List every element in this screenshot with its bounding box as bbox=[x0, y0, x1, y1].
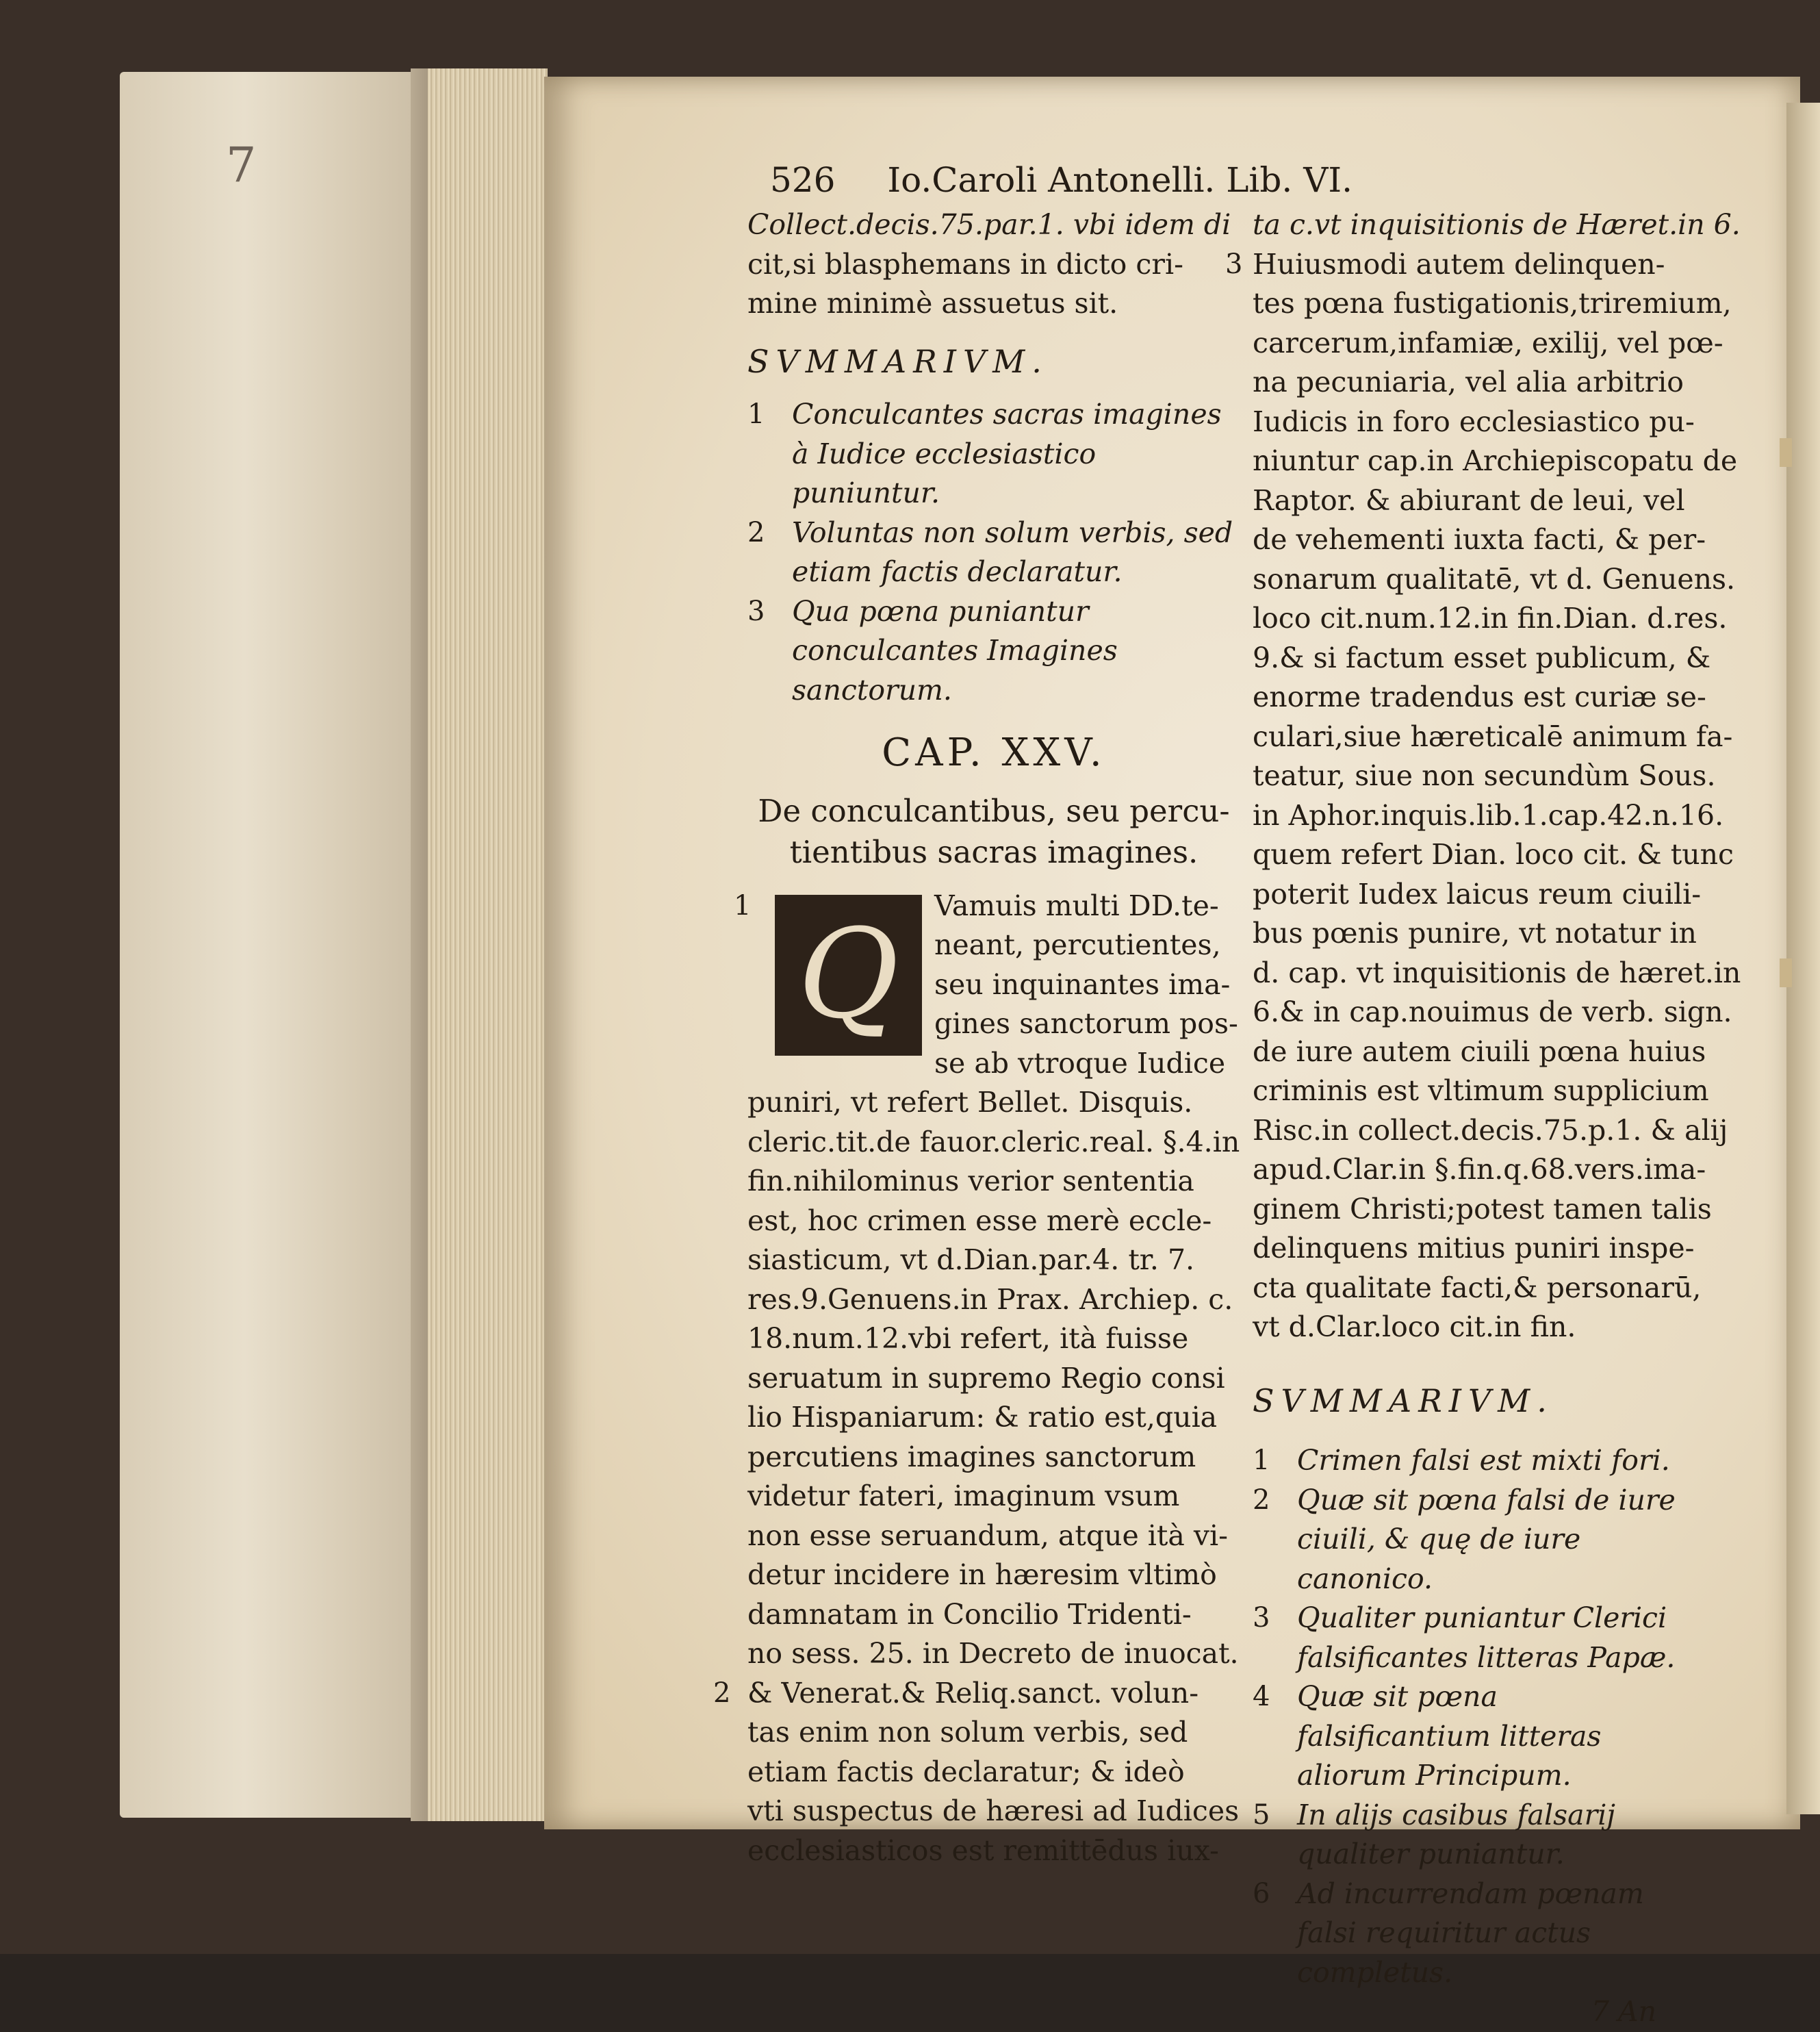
text-line: videtur fateri, imaginum vsum bbox=[747, 1479, 1180, 1512]
text-line: bus pœnis punire, vt notatur in bbox=[1253, 917, 1697, 950]
summary-number: 4 bbox=[1253, 1681, 1270, 1712]
text-line: Risc.in collect.decis.75.p.1. & alij bbox=[1253, 1113, 1728, 1147]
page-tab bbox=[1780, 958, 1792, 987]
text-line: seruatum in supremo Regio consi bbox=[747, 1361, 1225, 1395]
text-line: 9.& si factum esset publicum, & bbox=[1253, 641, 1711, 674]
summary-item bbox=[1253, 1599, 1697, 1677]
left-column bbox=[713, 205, 1243, 1870]
text-line: res.9.Genuens.in Prax. Archiep. c. bbox=[747, 1282, 1233, 1316]
text-line: cleric.tit.de fauor.cleric.real. §.4.in bbox=[747, 1125, 1240, 1158]
text-line: etiam factis declaratur; & ideò bbox=[747, 1755, 1185, 1788]
initial-letter: Q bbox=[797, 903, 899, 1047]
summary-item bbox=[1253, 1677, 1697, 1796]
summary-text: Quæ sit pœna falsi de iure ciuili, & quę de iure canonico. bbox=[1297, 1483, 1676, 1595]
text-line: culari,siue hæreticalē animum fa- bbox=[1253, 720, 1733, 753]
margin-number: 2 bbox=[713, 1677, 731, 1709]
text-line: Collect.decis.75.par.1. vbi idem di bbox=[747, 208, 1231, 241]
summary-number: 1 bbox=[1253, 1445, 1270, 1476]
text-line: Huiusmodi autem delinquen- bbox=[1253, 247, 1665, 281]
text-line: loco cit.num.12.in fin.Dian. d.res. bbox=[1253, 602, 1728, 635]
chapter-title-line: De conculcantibus, seu percu- bbox=[758, 792, 1230, 829]
summary-number: 3 bbox=[1253, 1602, 1270, 1634]
text-line: vt d.Clar.loco cit.in fin. bbox=[1253, 1310, 1576, 1343]
text-line: gines sanctorum pos- bbox=[934, 1007, 1238, 1040]
summary-number: 6 bbox=[1253, 1877, 1270, 1909]
page-edges bbox=[428, 68, 548, 1821]
text-line: sonarum qualitatē, vt d. Genuens. bbox=[1253, 562, 1736, 596]
text-line: siasticum, vt d.Dian.par.4. tr. 7. bbox=[747, 1243, 1195, 1276]
text-line: carcerum,infamiæ, exilij, vel pœ- bbox=[1253, 326, 1723, 359]
right-column bbox=[1225, 205, 1741, 2032]
text-line: tes pœna fustigationis,triremium, bbox=[1253, 287, 1732, 320]
text-line: de vehementi iuxta facti, & per- bbox=[1253, 523, 1706, 556]
text-line: damnatam in Concilio Tridenti- bbox=[747, 1597, 1192, 1631]
running-title: Io.Caroli Antonelli. Lib. VI. bbox=[887, 160, 1353, 200]
book-cover-inside bbox=[120, 72, 431, 1818]
text-line: seu inquinantes ima- bbox=[934, 967, 1231, 1001]
text-line: in Aphor.inquis.lib.1.cap.42.n.16. bbox=[1253, 798, 1724, 832]
summary-number: 1 bbox=[747, 398, 765, 430]
text-line: vti suspectus de hæresi ad Iudices bbox=[747, 1794, 1240, 1827]
text-line: non esse seruandum, atque ità vi- bbox=[747, 1519, 1228, 1552]
catchword: 7 An bbox=[1591, 1995, 1656, 2028]
running-header bbox=[770, 156, 1454, 204]
summary-item bbox=[1253, 1875, 1697, 1993]
text-line: lio Hispaniarum: & ratio est,quia bbox=[747, 1401, 1218, 1434]
decorated-initial bbox=[775, 895, 922, 1056]
margin-number: 1 bbox=[734, 889, 752, 922]
summary-text: Conculcantes sacras imagines à Iudice ecclesiastico puniuntur. bbox=[792, 398, 1222, 509]
text-line: quem refert Dian. loco cit. & tunc bbox=[1253, 838, 1734, 871]
text-line: tas enim non solum verbis, sed bbox=[747, 1716, 1188, 1749]
text-line: mine minimè assuetus sit. bbox=[747, 287, 1118, 320]
text-line: & Venerat.& Reliq.sanct. volun- bbox=[747, 1676, 1199, 1710]
summary-text: Quæ sit pœna falsificantium litteras aliorum Principum. bbox=[1297, 1680, 1602, 1792]
text-line: delinquens mitius puniri inspe- bbox=[1253, 1232, 1695, 1265]
summary-item bbox=[747, 395, 1240, 513]
summary-number: 5 bbox=[1253, 1799, 1270, 1831]
text-line: cit,si blasphemans in dicto cri- bbox=[747, 247, 1183, 281]
text-line: apud.Clar.in §.fin.q.68.vers.ima- bbox=[1253, 1153, 1706, 1186]
text-line: de iure autem ciuili pœna huius bbox=[1253, 1034, 1706, 1068]
text-line: fin.nihilominus verior sententia bbox=[747, 1165, 1194, 1197]
text-line: est, hoc crimen esse merè eccle- bbox=[747, 1204, 1212, 1237]
summary-text: Ad incurrendam pœnam falsi requiritur actus completus. bbox=[1297, 1877, 1644, 1989]
text-line: percutiens imagines sanctorum bbox=[747, 1440, 1196, 1473]
pencil-mark: 7 bbox=[226, 137, 257, 193]
page-tab bbox=[1780, 438, 1792, 467]
summary-number: 3 bbox=[747, 595, 765, 627]
summary-item bbox=[1253, 1796, 1697, 1875]
summary-item bbox=[747, 513, 1240, 592]
summary-text: Voluntas non solum verbis, sed etiam factis declaratur. bbox=[792, 516, 1233, 588]
chapter-body bbox=[713, 887, 1240, 1871]
text-line: niuntur cap.in Archiepiscopatu de bbox=[1253, 444, 1738, 477]
text-line: Raptor. & abiurant de leui, vel bbox=[1253, 483, 1685, 517]
text-line: neant, percutientes, bbox=[934, 928, 1221, 961]
summary-number: 2 bbox=[747, 516, 765, 548]
text-line: 18.num.12.vbi refert, ità fuisse bbox=[747, 1322, 1189, 1355]
summary-text: Qualiter puniantur Clerici falsificantes litteras Papæ. bbox=[1297, 1601, 1676, 1674]
summary-item bbox=[747, 592, 1240, 711]
text-line: criminis est vltimum supplicium bbox=[1253, 1074, 1709, 1107]
text-line: na pecuniaria, vel alia arbitrio bbox=[1253, 366, 1684, 398]
summary-heading: SVMMARIVM. bbox=[1253, 1382, 1554, 1419]
chapter-title-line: tientibus sacras imagines. bbox=[789, 833, 1199, 870]
chapter-heading: CAP. XXV. bbox=[882, 731, 1106, 775]
summary-item bbox=[1253, 1441, 1697, 1481]
text-line: detur incidere in hæresim vltimò bbox=[747, 1558, 1217, 1591]
summary-item bbox=[1253, 1481, 1697, 1599]
text-line: ecclesiasticos est remittēdus iux- bbox=[747, 1833, 1219, 1867]
summary-heading: SVMMARIVM. bbox=[747, 342, 1049, 380]
text-line: ta c.vt inquisitionis de Hæret.in 6. bbox=[1253, 208, 1741, 241]
text-line: enorme tradendus est curiæ se- bbox=[1253, 681, 1706, 713]
text-line: Iudicis in foro ecclesiastico pu- bbox=[1253, 405, 1695, 438]
text-line: 6.& in cap.nouimus de verb. sign. bbox=[1253, 995, 1732, 1028]
summary-text: Crimen falsi est mixti fori. bbox=[1297, 1444, 1670, 1477]
text-line: ginem Christi;potest tamen talis bbox=[1253, 1192, 1712, 1225]
text-line: no sess. 25. in Decreto de inuocat. bbox=[747, 1637, 1239, 1670]
summary-text: Qua pœna puniantur conculcantes Imagines sanctorum. bbox=[792, 594, 1118, 707]
page-number: 526 bbox=[770, 160, 836, 200]
summary-text: In alijs casibus falsarij qualiter puniantur. bbox=[1297, 1798, 1616, 1870]
text-line: poterit Iudex laicus reum ciuili- bbox=[1253, 877, 1702, 911]
text-line: teatur, siue non secundùm Sous. bbox=[1253, 759, 1716, 792]
text-line: se ab vtroque Iudice bbox=[934, 1046, 1226, 1080]
text-line: d. cap. vt inquisitionis de hæret.in bbox=[1253, 956, 1741, 989]
margin-number: 3 bbox=[1225, 248, 1243, 280]
summary-number: 2 bbox=[1253, 1484, 1270, 1516]
text-line: cta qualitate facti,& personarū, bbox=[1253, 1271, 1702, 1304]
text-line: puniri, vt refert Bellet. Disquis. bbox=[747, 1086, 1193, 1119]
text-line: Vamuis multi DD.te- bbox=[934, 889, 1219, 922]
